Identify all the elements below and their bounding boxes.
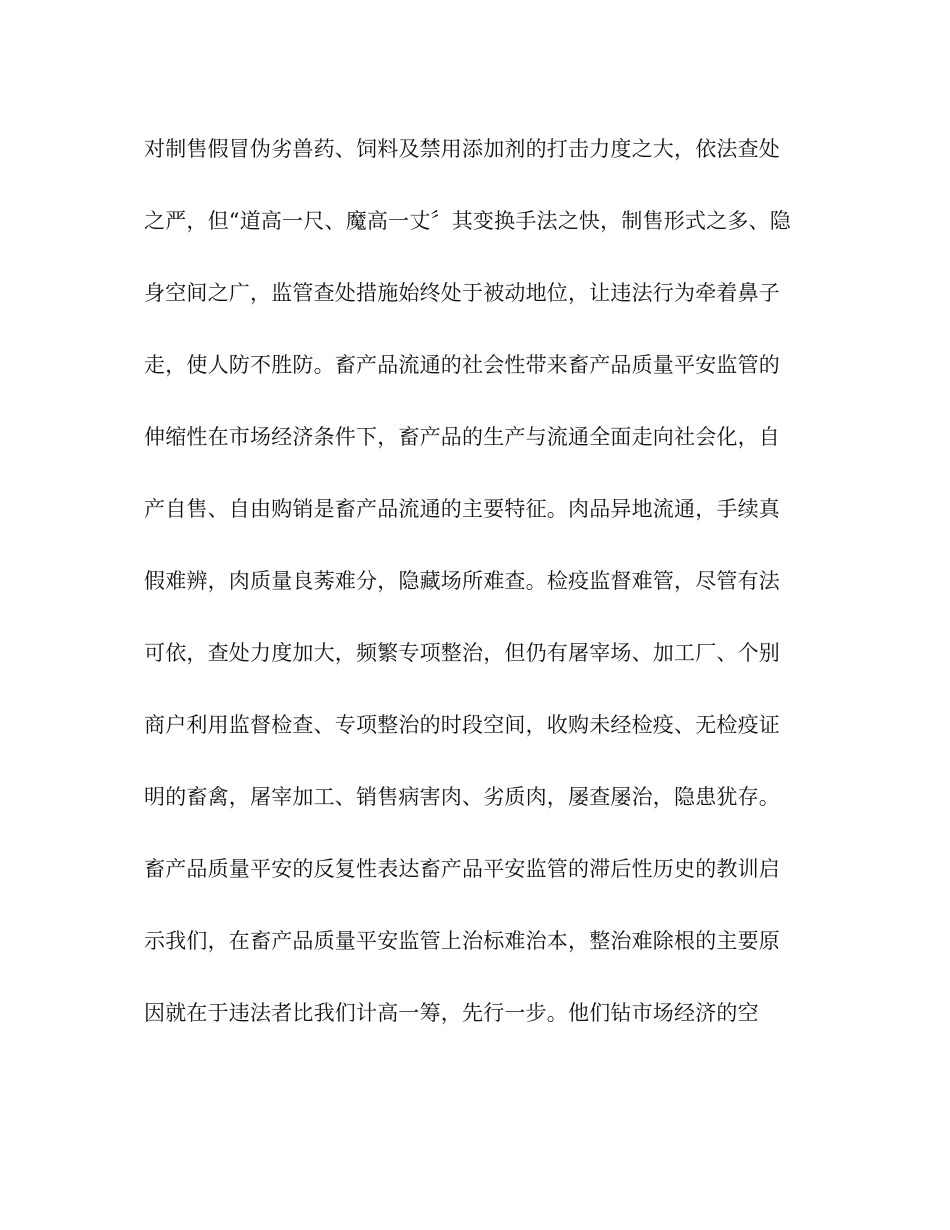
text-line: 示我们，在畜产品质量平安监管上治标难治本，整治难除根的主要原 (144, 929, 780, 953)
text-line: 畜产品质量平安的反复性表达畜产品平安监管的滞后性历史的教训启 (144, 857, 780, 881)
text-line: 伸缩性在市场经济条件下，畜产品的生产与流通全面走向社会化，自 (144, 425, 780, 449)
text-line: 产自售、自由购销是畜产品流通的主要特征。肉品异地流通，手续真 (144, 497, 780, 521)
body-text (144, 137, 824, 1073)
text-line: 走，使人防不胜防。畜产品流通的社会性带来畜产品质量平安监管的 (144, 353, 780, 377)
text-line: 对制售假冒伪劣兽药、饲料及禁用添加剂的打击力度之大，依法查处 (144, 137, 780, 161)
text-line: 身空间之广，监管查处措施始终处于被动地位，让违法行为牵着鼻子 (144, 281, 780, 305)
text-line: 假难辨，肉质量良莠难分，隐藏场所难查。检疫监督难管，尽管有法 (144, 569, 780, 593)
text-line: 之严，但“道高一尺、魔高一丈〞其变换手法之快，制售形式之多、隐 (144, 209, 791, 233)
text-line: 因就在于违法者比我们计高一筹，先行一步。他们钻市场经济的空 (144, 1001, 759, 1025)
text-line: 商户利用监督检查、专项整治的时段空间，收购未经检疫、无检疫证 (144, 713, 780, 737)
text-line: 可依，查处力度加大，频繁专项整治，但仍有屠宰场、加工厂、个别 (144, 641, 780, 665)
text-line: 明的畜禽，屠宰加工、销售病害肉、劣质肉，屡查屡治，隐患犹存。 (144, 785, 780, 809)
